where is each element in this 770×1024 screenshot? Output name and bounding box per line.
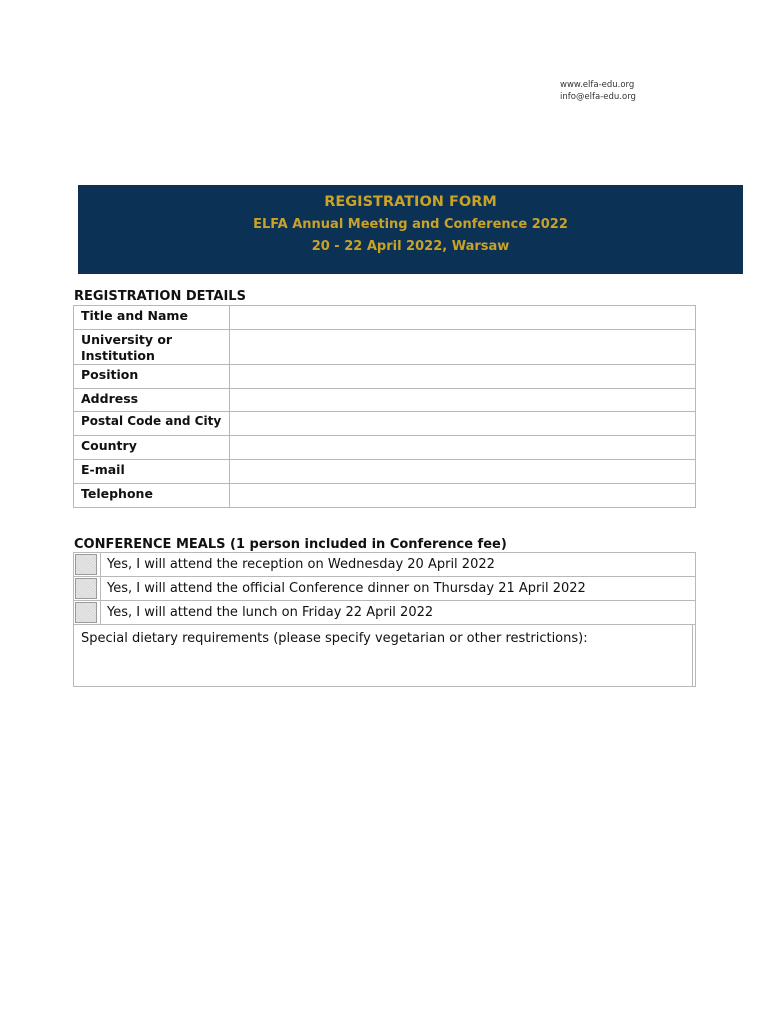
table-row	[74, 553, 696, 577]
country-field[interactable]	[229, 436, 695, 460]
dietary-requirements-label: Special dietary requirements (please specify vegetarian or other restrictions):	[74, 625, 693, 687]
table-row	[74, 436, 696, 460]
field-label: Title and Name	[74, 306, 230, 330]
table-row	[74, 412, 696, 436]
table-row	[74, 365, 696, 389]
table-row	[74, 601, 696, 625]
registration-details-heading: REGISTRATION DETAILS	[74, 289, 246, 304]
table-row	[74, 577, 696, 601]
postal-label-text: Postal Code and City	[81, 414, 222, 428]
website-link[interactable]: www.elfa-edu.org	[560, 80, 635, 90]
field-label: E-mail	[74, 460, 230, 484]
table-row	[74, 625, 696, 687]
checkbox-cell	[74, 577, 101, 601]
table-row	[74, 389, 696, 412]
reception-checkbox[interactable]	[75, 554, 97, 575]
event-title: ELFA Annual Meeting and Conference 2022	[253, 217, 568, 232]
field-label: University or Institution	[74, 330, 230, 365]
contact-block	[560, 79, 670, 103]
field-label: Position	[74, 365, 230, 389]
address-field[interactable]	[229, 389, 695, 412]
event-dates: 20 - 22 April 2022, Warsaw	[311, 239, 510, 254]
meal-option-label: Yes, I will attend the official Conference dinner on Thursday 21 April 2022	[101, 577, 696, 601]
email-link[interactable]: info@elfa-edu.org	[560, 92, 636, 102]
field-label: Country	[74, 436, 230, 460]
field-label: Telephone	[74, 484, 230, 508]
university-field[interactable]	[229, 330, 695, 365]
header-banner	[78, 185, 743, 274]
position-field[interactable]	[229, 365, 695, 389]
conference-meals-heading: CONFERENCE MEALS (1 person included in Conference fee)	[74, 537, 507, 552]
dinner-checkbox[interactable]	[75, 578, 97, 599]
meal-option-label: Yes, I will attend the reception on Wednesday 20 April 2022	[101, 553, 696, 577]
checkbox-cell	[74, 601, 101, 625]
meal-option-label: Yes, I will attend the lunch on Friday 22 April 2022	[101, 601, 696, 625]
telephone-field[interactable]	[229, 484, 695, 508]
title-name-field[interactable]	[229, 306, 695, 330]
registration-details-table	[73, 305, 696, 508]
table-row	[74, 330, 696, 365]
table-row	[74, 306, 696, 330]
table-row	[74, 460, 696, 484]
dietary-requirements-field[interactable]	[693, 625, 696, 687]
table-row	[74, 484, 696, 508]
email-field[interactable]	[229, 460, 695, 484]
field-label	[74, 412, 230, 436]
conference-meals-table	[73, 552, 696, 687]
checkbox-cell	[74, 553, 101, 577]
postal-code-city-field[interactable]	[229, 412, 695, 436]
field-label: Address	[74, 389, 230, 412]
form-title: REGISTRATION FORM	[324, 194, 497, 210]
lunch-checkbox[interactable]	[75, 602, 97, 623]
